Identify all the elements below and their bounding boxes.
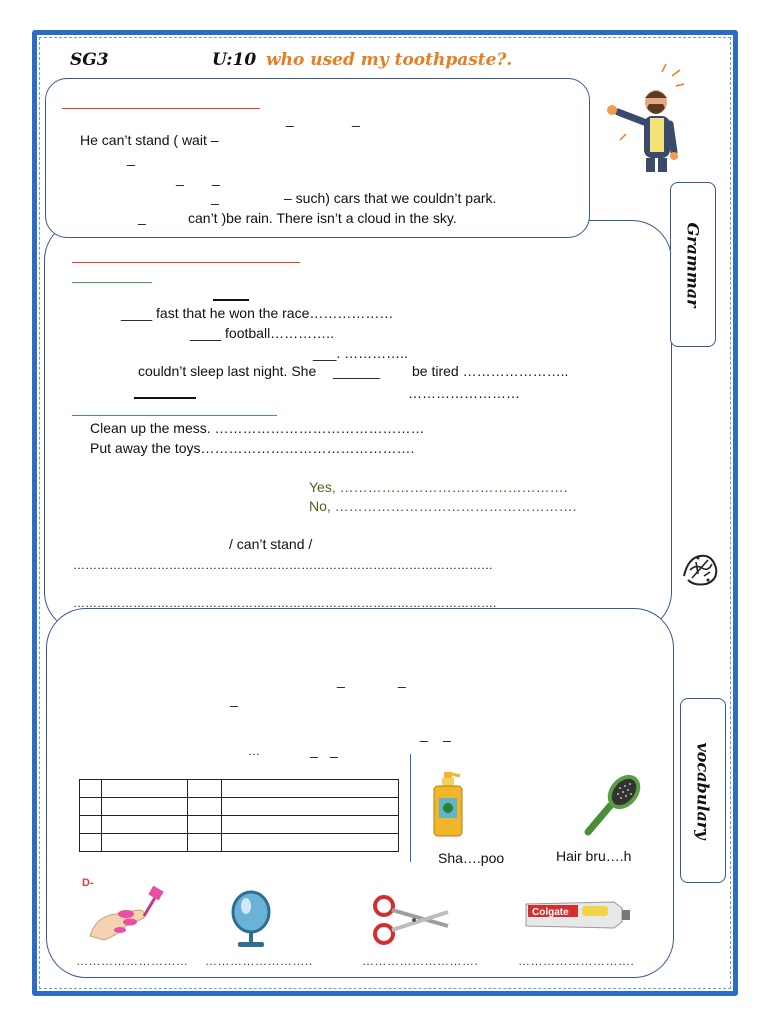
blank-dash: _ — [420, 726, 428, 742]
green-rule-1 — [72, 282, 152, 283]
sentence-line: ____ fast that he won the race……………… — [121, 305, 394, 321]
scissors-icon — [370, 892, 452, 948]
blank-dash: _ — [443, 726, 451, 742]
hair-brush-caption: Hair bru….h — [556, 848, 632, 864]
sentence-line: ______ — [333, 363, 380, 379]
blank-dash: _ — [286, 111, 294, 127]
seal-logo — [678, 546, 722, 590]
vocabulary-tab-label: vocabulary — [693, 741, 713, 840]
mirror-icon — [228, 890, 274, 950]
table-row — [80, 816, 399, 834]
answer-underline — [134, 397, 196, 399]
blank-dash: _ — [138, 209, 146, 225]
answer-no-line: No, ……………………………………………. — [309, 498, 577, 514]
word-table — [79, 779, 399, 852]
table-row — [80, 780, 399, 798]
sentence-line: can’t )be rain. There isn’t a cloud in the sky. — [188, 210, 457, 226]
unit-label: U:10 — [212, 50, 257, 70]
blank-dash: _ — [176, 170, 184, 186]
blank-dash: _ — [127, 150, 135, 166]
sentence-line: – such) cars that we couldn’t park. — [284, 190, 497, 206]
blank-dash: _ — [352, 111, 360, 127]
red-rule-2 — [72, 262, 300, 263]
section-d-label: D- — [82, 877, 94, 889]
table-row — [80, 834, 399, 852]
writing-line: ……………………………………………………………………………………………. — [73, 596, 497, 610]
hair-brush-icon — [582, 772, 644, 838]
sentence-line: …………………… — [408, 385, 520, 401]
sentence-line: Clean up the mess. ……………………………………… — [90, 420, 425, 436]
shampoo-caption: Sha….poo — [438, 850, 505, 866]
answer-blank: ……………………… — [76, 954, 189, 968]
sentence-line: He can’t stand ( wait – — [80, 132, 219, 148]
vocabulary-tab — [680, 698, 726, 883]
toothpaste-icon — [524, 896, 632, 934]
divider-line — [410, 754, 411, 862]
table-row — [80, 798, 399, 816]
blank-dash: _ — [211, 189, 219, 205]
writing-line: …………………………………………………………………………………………… — [73, 558, 493, 572]
sentence-line: couldn’t sleep last night. She — [138, 363, 317, 379]
blank-dash: _ — [330, 742, 338, 758]
sentence-line: / can’t stand / — [229, 536, 313, 552]
blank-dash: _ — [230, 691, 238, 707]
blank-dash: _ — [398, 672, 406, 688]
worksheet-code: SG3 — [70, 50, 109, 70]
red-rule-1 — [62, 108, 260, 109]
blank-dash: _ — [310, 742, 318, 758]
green-rule-2 — [72, 415, 277, 416]
sentence-line: ____ football………….. — [190, 325, 334, 341]
grammar-tab-label: Grammar — [683, 221, 703, 308]
worksheet-title: who used my toothpaste?. — [266, 50, 513, 70]
answer-yes-line: Yes, …………………………………………. — [309, 479, 568, 495]
answer-blank: ………………………. — [362, 954, 479, 968]
blank-dash: _ — [212, 170, 220, 186]
nail-polish-icon — [86, 886, 166, 944]
blank-dash: _ — [337, 672, 345, 688]
ellipsis-mark: … — [248, 744, 260, 758]
answer-underline — [213, 299, 249, 301]
answer-blank: …………………….. — [205, 954, 313, 968]
answer-blank: ………………………. — [518, 954, 635, 968]
grammar-tab — [670, 182, 716, 347]
shampoo-bottle-icon — [430, 770, 466, 838]
toothpaste-brand: Colgate — [532, 907, 569, 918]
sentence-line: be tired ………………….. — [412, 363, 569, 379]
teacher-illustration — [600, 60, 700, 175]
sentence-line: ___. ………….. — [313, 345, 408, 361]
sentence-line: Put away the toys………………………………………. — [90, 440, 415, 456]
